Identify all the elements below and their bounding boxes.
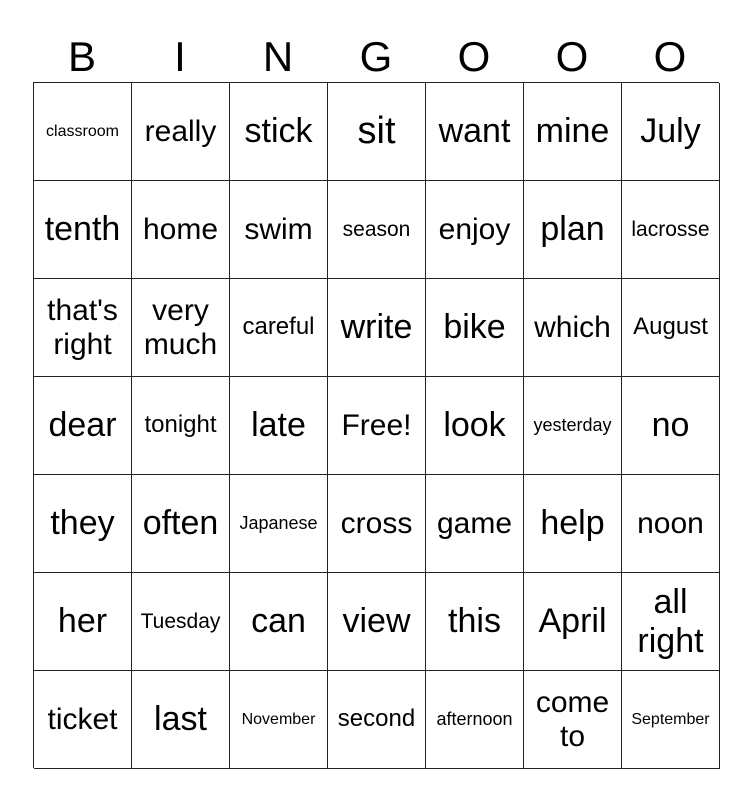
bingo-cell[interactable]	[34, 671, 132, 769]
header-letter-g: G	[359, 33, 393, 80]
bingo-cell[interactable]	[426, 573, 524, 671]
header-letter-o-3: O	[653, 33, 687, 80]
cell-text: August	[633, 313, 708, 341]
bingo-cell[interactable]	[328, 279, 426, 377]
bingo-cell[interactable]	[132, 83, 230, 181]
bingo-cell[interactable]	[132, 377, 230, 475]
bingo-cell[interactable]	[622, 671, 720, 769]
cell-text: April	[538, 602, 607, 641]
cell-text: they	[50, 504, 115, 543]
cell-text: stick	[244, 112, 313, 151]
cell-text: write	[340, 308, 413, 347]
bingo-cell[interactable]	[524, 475, 622, 573]
bingo-cell[interactable]	[230, 475, 328, 573]
cell-text: home	[142, 212, 219, 246]
cell-text: help	[540, 504, 605, 543]
bingo-cell[interactable]	[328, 181, 426, 279]
header-letter-b: B	[67, 33, 96, 80]
bingo-cell[interactable]	[230, 181, 328, 279]
cell-text: her	[57, 602, 108, 641]
bingo-cell[interactable]	[328, 83, 426, 181]
bingo-cell[interactable]	[230, 279, 328, 377]
cell-text: classroom	[46, 122, 119, 140]
bingo-cell[interactable]	[622, 573, 720, 671]
cell-text: enjoy	[438, 212, 511, 246]
cell-text: view	[342, 602, 411, 641]
bingo-cell[interactable]	[328, 671, 426, 769]
bingo-cell[interactable]	[34, 377, 132, 475]
bingo-cell[interactable]	[132, 671, 230, 769]
bingo-header	[33, 32, 719, 82]
bingo-cell[interactable]	[524, 279, 622, 377]
bingo-cell[interactable]	[230, 377, 328, 475]
cell-text: this	[448, 602, 501, 641]
cell-text: can	[251, 602, 306, 641]
cell-text: September	[631, 710, 710, 728]
bingo-cell[interactable]	[230, 83, 328, 181]
bingo-cell[interactable]	[426, 377, 524, 475]
cell-text: yesterday	[533, 415, 612, 436]
cell-text: really	[144, 114, 217, 148]
cell-text: very much	[143, 293, 218, 361]
cell-text: mine	[535, 112, 610, 151]
bingo-cell[interactable]	[34, 279, 132, 377]
cell-text: dear	[48, 406, 117, 445]
bingo-cell[interactable]	[230, 573, 328, 671]
bingo-cell[interactable]	[34, 573, 132, 671]
bingo-cell[interactable]	[34, 181, 132, 279]
cell-text: lacrosse	[631, 217, 710, 241]
bingo-cell[interactable]	[426, 671, 524, 769]
cell-text: which	[534, 310, 611, 344]
bingo-cell[interactable]	[328, 573, 426, 671]
cell-text: noon	[637, 506, 704, 540]
bingo-cell[interactable]	[230, 671, 328, 769]
cell-text: want	[438, 112, 511, 151]
header-letter-o-2: O	[555, 33, 589, 80]
free-space-label: Free!	[341, 408, 412, 442]
bingo-cell[interactable]	[524, 671, 622, 769]
cell-text: afternoon	[436, 709, 513, 730]
bingo-cell[interactable]	[34, 83, 132, 181]
bingo-cell[interactable]	[622, 377, 720, 475]
header-letter-i: I	[174, 33, 186, 80]
bingo-cell[interactable]	[426, 279, 524, 377]
cell-text: tenth	[44, 210, 121, 249]
header-letter-n: N	[262, 33, 294, 80]
bingo-cell[interactable]	[132, 573, 230, 671]
cell-text: last	[154, 700, 207, 739]
cell-text: late	[251, 406, 306, 445]
bingo-cell[interactable]	[622, 181, 720, 279]
cell-text: ticket	[47, 702, 118, 736]
free-space[interactable]	[328, 377, 426, 475]
header-letter-o-1: O	[457, 33, 491, 80]
bingo-board	[33, 82, 719, 768]
cell-text: November	[241, 710, 316, 728]
cell-text: July	[640, 112, 701, 151]
cell-text: game	[436, 506, 513, 540]
cell-text: that's right	[47, 293, 118, 361]
bingo-cell[interactable]	[524, 83, 622, 181]
cell-text: come to	[535, 685, 610, 753]
bingo-cell[interactable]	[132, 279, 230, 377]
cell-text: careful	[242, 313, 315, 341]
bingo-cell[interactable]	[426, 83, 524, 181]
bingo-cell[interactable]	[426, 181, 524, 279]
bingo-cell[interactable]	[622, 83, 720, 181]
cell-text: season	[342, 217, 411, 241]
bingo-cell[interactable]	[622, 475, 720, 573]
bingo-cell[interactable]	[524, 377, 622, 475]
cell-text: tonight	[144, 411, 217, 439]
cell-text: cross	[340, 506, 413, 540]
cell-text: sit	[357, 110, 396, 153]
bingo-cell[interactable]	[34, 475, 132, 573]
cell-text: no	[651, 406, 690, 445]
bingo-cell[interactable]	[524, 181, 622, 279]
cell-text: all right	[637, 583, 704, 660]
cell-text: look	[443, 406, 506, 445]
cell-text: often	[142, 504, 219, 543]
cell-text: bike	[443, 308, 506, 347]
bingo-cell[interactable]	[328, 475, 426, 573]
cell-text: Tuesday	[140, 609, 221, 633]
cell-text: plan	[540, 210, 605, 249]
bingo-cell[interactable]	[524, 573, 622, 671]
bingo-cell[interactable]	[132, 475, 230, 573]
bingo-cell[interactable]	[426, 475, 524, 573]
bingo-cell[interactable]	[132, 181, 230, 279]
cell-text: Japanese	[239, 513, 318, 534]
bingo-cell[interactable]	[622, 279, 720, 377]
cell-text: second	[337, 705, 416, 733]
cell-text: swim	[244, 212, 313, 246]
